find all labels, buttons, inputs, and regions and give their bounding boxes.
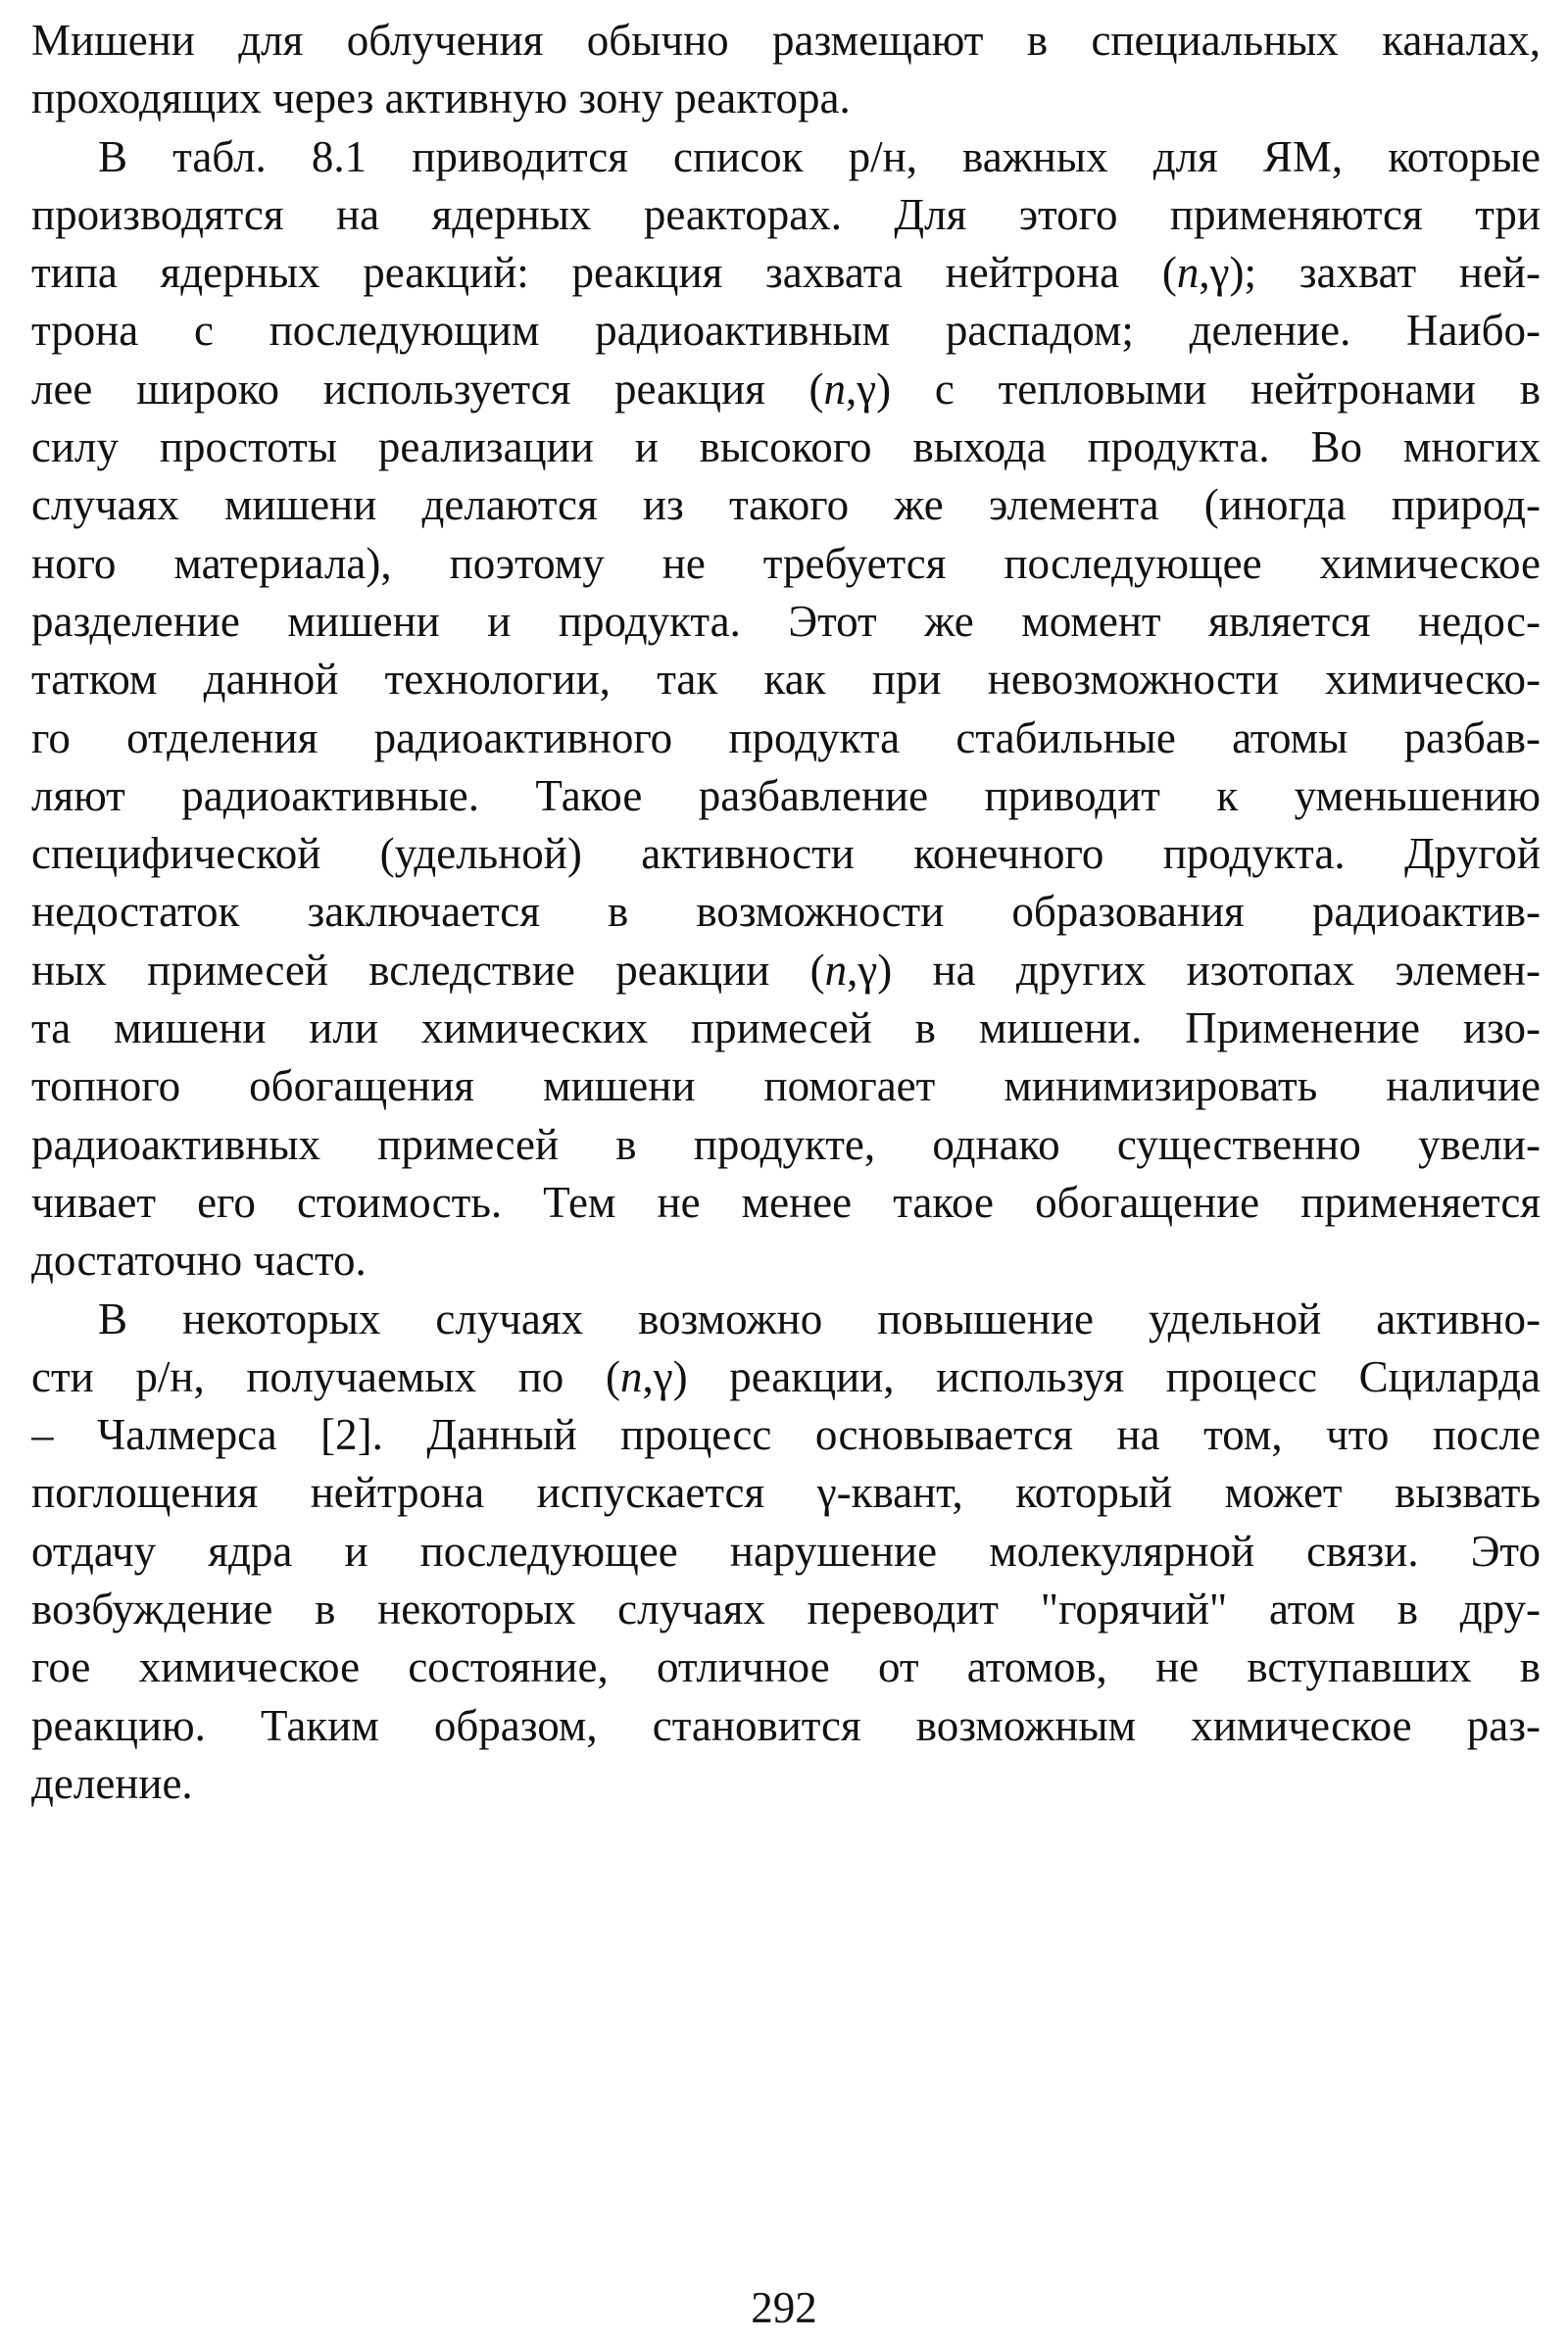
text-line: чивает его стоимость. Тем не менее такое обогащение применяется [31, 1177, 1541, 1227]
text-line: проходящих через активную зону реактора. [31, 73, 851, 123]
text-line: реакцию. Таким образом, становится возможным химическое раз- [31, 1700, 1541, 1750]
text-line: производятся на ядерных реакторах. Для этого применяются три [31, 189, 1541, 239]
paragraph-1 [31, 12, 1541, 128]
text-line: – Чалмерса [2]. Данный процесс основывается на том, что после [31, 1410, 1541, 1460]
text-line: ляют радиоактивные. Такое разбавление приводит к уменьшению [31, 770, 1541, 820]
text-line: отдачу ядра и последующее нарушение молекулярной связи. Это [31, 1526, 1541, 1576]
text-line: деление. [31, 1758, 193, 1808]
text-line: татком данной технологии, так как при невозможности химическо- [31, 655, 1541, 705]
paragraph-3 [31, 1291, 1541, 1814]
text-line: В табл. 8.1 приводится список р/н, важных для ЯМ, которые [98, 131, 1541, 181]
text-line: радиоактивных примесей в продукте, однако существенно увели- [31, 1119, 1541, 1169]
text-line: Мишени для облучения обычно размещают в специальных каналах, [31, 16, 1541, 65]
page-number: 292 [751, 2283, 817, 2332]
text-line: та мишени или химических примесей в мишени. Применение изо- [31, 1003, 1541, 1053]
text-line: го отделения радиоактивного продукта стабильные атомы разбав- [31, 712, 1541, 762]
text-line: возбуждение в некоторых случаях переводит "горячий" атом в дру- [31, 1585, 1541, 1635]
text-line: лее широко используется реакция (n,γ) с тепловыми нейтронами в [31, 364, 1541, 414]
text-line: типа ядерных реакций: реакция захвата нейтрона (n,γ); захват ней- [31, 248, 1541, 298]
text-line: ного материала), поэтому не требуется последующее химическое [31, 538, 1541, 588]
text-line: силу простоты реализации и высокого выхода продукта. Во многих [31, 422, 1541, 472]
text-line: топного обогащения мишени помогает минимизировать наличие [31, 1061, 1541, 1111]
text-line: достаточно часто. [31, 1236, 367, 1286]
text-line: разделение мишени и продукта. Этот же момент является недос- [31, 596, 1541, 646]
body-text [31, 12, 1541, 1813]
text-line: поглощения нейтрона испускается γ-квант, который может вызвать [31, 1468, 1541, 1518]
text-line: специфической (удельной) активности конечного продукта. Другой [31, 829, 1541, 879]
paragraph-2 [31, 128, 1541, 1291]
text-line: недостаток заключается в возможности образования радиоактив- [31, 887, 1541, 937]
text-line: В некоторых случаях возможно повышение удельной активно- [98, 1293, 1541, 1343]
text-line: гое химическое состояние, отличное от атомов, не вступавших в [31, 1642, 1541, 1692]
text-line: сти р/н, получаемых по (n,γ) реакции, используя процесс Сциларда [31, 1351, 1541, 1401]
text-line: ных примесей вследствие реакции (n,γ) на других изотопах элемен- [31, 945, 1541, 995]
text-line: трона с последующим радиоактивным распадом; деление. Наибо- [31, 306, 1541, 356]
text-line: случаях мишени делаются из такого же элемента (иногда природ- [31, 480, 1541, 530]
